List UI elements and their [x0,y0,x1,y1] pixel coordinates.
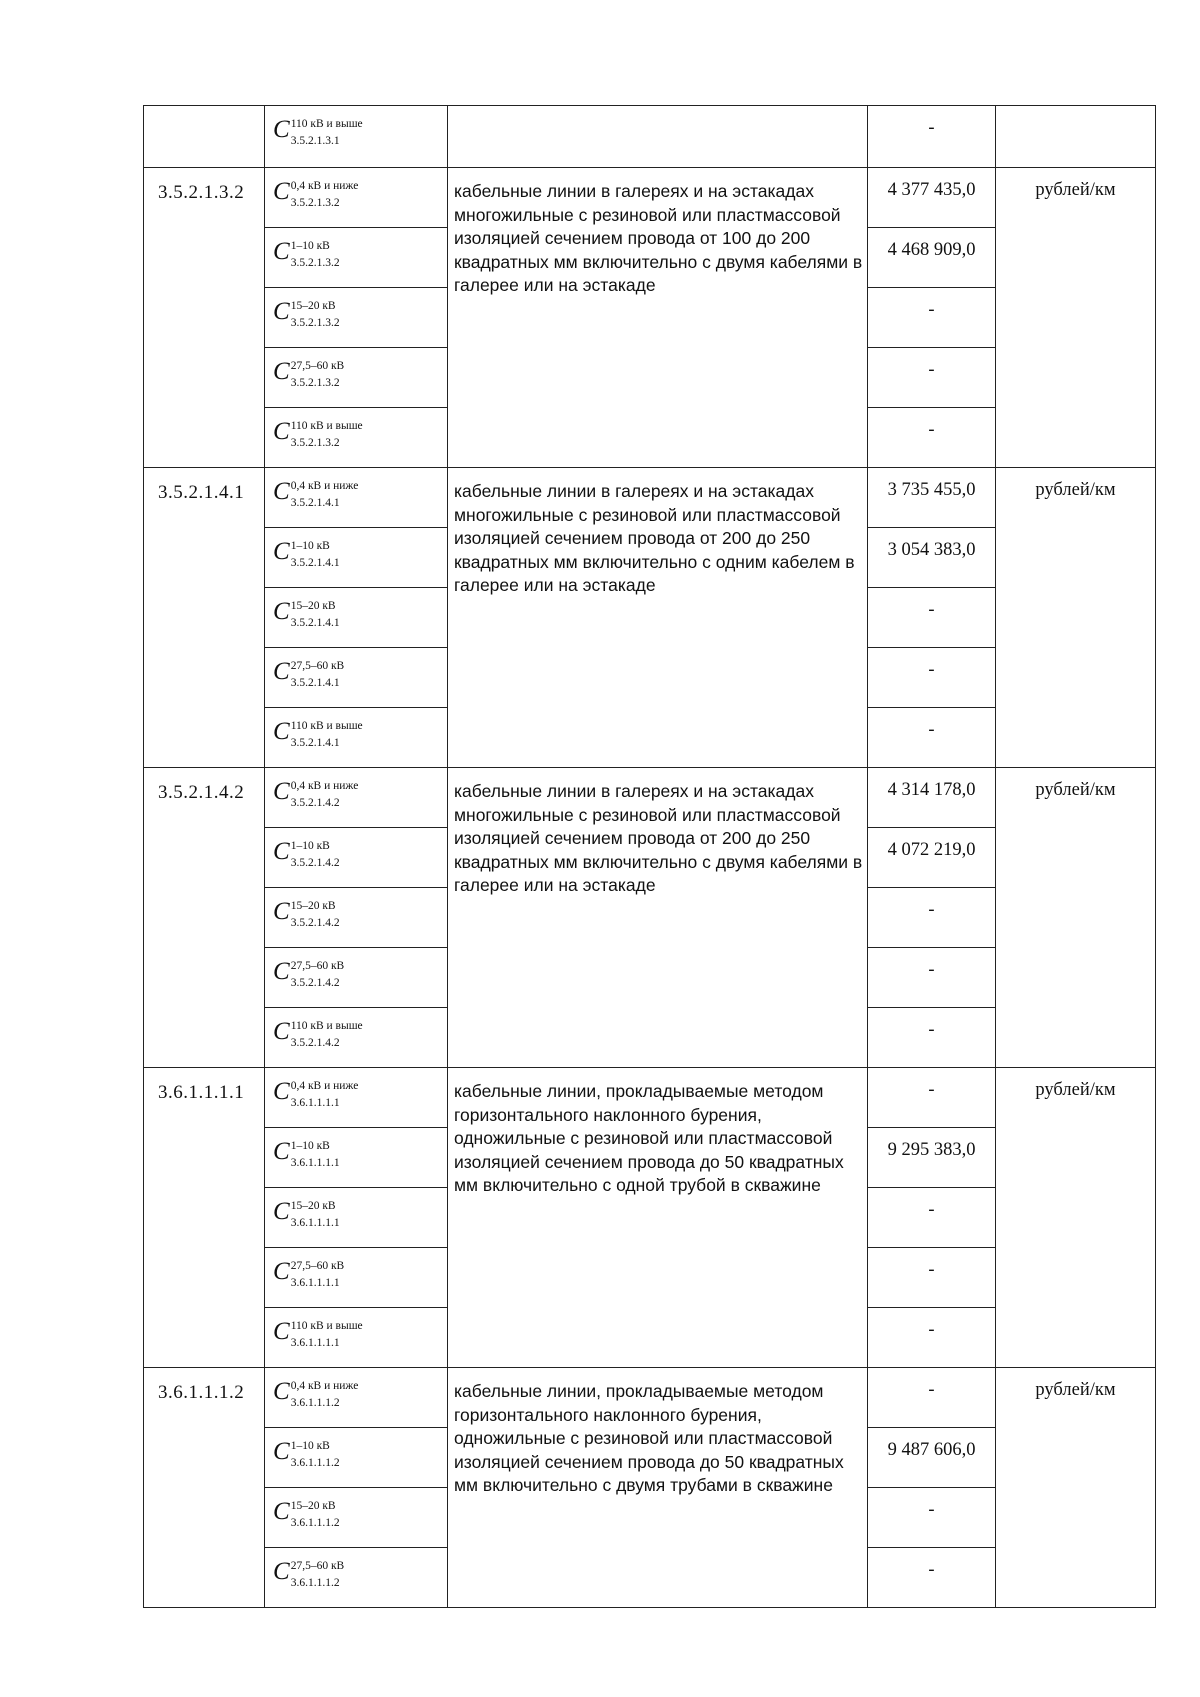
voltage-class: 27,5–60 кВ [290,1260,345,1272]
unit-cell [996,1368,1156,1608]
rate-index: 3.6.1.1.1.2 [290,1517,340,1530]
code-cell [144,1068,265,1368]
rate-symbol: C 27,5–60 кВ 3.5.2.1.4.1 [273,658,345,690]
rate-value: 9 487 606,0 [887,1440,976,1460]
symbol-cell [265,648,448,708]
rate-index: 3.5.2.1.4.2 [290,797,340,810]
symbol-cell [265,1308,448,1368]
voltage-class: 15–20 кВ [290,300,336,312]
symbol-cell [265,1068,448,1128]
rate-symbol: C 15–20 кВ 3.5.2.1.3.2 [273,298,340,330]
voltage-class: 110 кВ и выше [290,1020,363,1032]
rate-value: - [928,1380,935,1400]
rate-symbol: C 0,4 кВ и ниже 3.5.2.1.3.2 [273,178,359,210]
rate-symbol: C 27,5–60 кВ 3.5.2.1.3.2 [273,358,345,390]
rate-symbol: C 27,5–60 кВ 3.6.1.1.1.2 [273,1558,345,1590]
unit-label: рублей/км [1035,1080,1116,1100]
table-row [144,106,1156,168]
symbol-cell [265,1488,448,1548]
rate-value: 4 314 178,0 [887,780,976,800]
rate-index: 3.5.2.1.4.2 [290,857,340,870]
unit-cell [996,1068,1156,1368]
symbol-cell [265,408,448,468]
rate-value: - [928,1080,935,1100]
voltage-class: 0,4 кВ и ниже [290,1080,359,1092]
voltage-class: 110 кВ и выше [290,420,363,432]
code-cell [144,1368,265,1608]
symbol-cell [265,1128,448,1188]
description-cell [448,768,868,1068]
rate-index: 3.5.2.1.3.1 [290,135,340,148]
item-description: кабельные линии, прокладываемые методом горизонтального наклонного бурения, одножильные с резиновой или пластмассовой изоляцией сечением провода до 50 квадратных мм включительно с одной трубой в скважине [454,1081,844,1195]
tariff-table [143,105,1156,1608]
rate-symbol: C 27,5–60 кВ 3.5.2.1.4.2 [273,958,345,990]
rate-symbol: C 110 кВ и выше 3.5.2.1.4.1 [273,718,363,750]
value-cell [868,648,996,708]
symbol-cell [265,468,448,528]
value-cell [868,828,996,888]
value-cell [868,168,996,228]
voltage-class: 1–10 кВ [290,240,330,252]
rate-value: - [928,660,935,680]
symbol-cell [265,708,448,768]
symbol-cell [265,948,448,1008]
value-cell [868,288,996,348]
voltage-class: 1–10 кВ [290,1440,330,1452]
rate-value: - [928,1500,935,1520]
rate-value: 3 054 383,0 [887,540,976,560]
rate-value: - [928,600,935,620]
rate-index: 3.5.2.1.4.2 [290,977,340,990]
tariff-table-body [144,106,1156,1608]
value-cell [868,1248,996,1308]
code-cell [144,768,265,1068]
item-code: 3.6.1.1.1.2 [158,1382,245,1403]
rate-value: 4 072 219,0 [887,840,976,860]
symbol-cell [265,828,448,888]
rate-symbol: C 0,4 кВ и ниже 3.6.1.1.1.1 [273,1078,359,1110]
unit-label: рублей/км [1035,180,1116,200]
rate-index: 3.6.1.1.1.1 [290,1337,340,1350]
voltage-class: 0,4 кВ и ниже [290,780,359,792]
value-cell [868,588,996,648]
value-cell [868,1548,996,1608]
value-cell [868,948,996,1008]
symbol-cell [265,1368,448,1428]
rate-value: - [928,720,935,740]
rate-value: 4 468 909,0 [887,240,976,260]
rate-value: - [928,420,935,440]
value-cell [868,708,996,768]
voltage-class: 27,5–60 кВ [290,660,345,672]
voltage-class: 110 кВ и выше [290,720,363,732]
rate-value: - [928,1560,935,1580]
symbol-cell [265,348,448,408]
table-row [144,468,1156,528]
rate-value: - [928,1020,935,1040]
unit-cell [996,106,1156,168]
rate-index: 3.5.2.1.4.2 [290,1037,340,1050]
rate-index: 3.5.2.1.3.2 [290,197,340,210]
rate-symbol: C 1–10 кВ 3.5.2.1.3.2 [273,238,340,270]
rate-symbol: C 15–20 кВ 3.6.1.1.1.1 [273,1198,340,1230]
value-cell [868,228,996,288]
item-description: кабельные линии в галереях и на эстакадах многожильные с резиновой или пластмассовой изоляцией сечением провода от 200 до 250 квадратных мм включительно с одним кабелем в галерее или на эстакаде [454,481,855,595]
rate-value: - [928,360,935,380]
item-description: кабельные линии в галереях и на эстакадах многожильные с резиновой или пластмассовой изоляцией сечением провода от 200 до 250 квадратных мм включительно с двумя кабелями в галерее или на эстакаде [454,781,863,895]
symbol-cell [265,288,448,348]
rate-symbol: C 110 кВ и выше 3.5.2.1.3.2 [273,418,363,450]
value-cell [868,1308,996,1368]
rate-symbol: C 1–10 кВ 3.5.2.1.4.1 [273,538,340,570]
unit-label: рублей/км [1035,780,1116,800]
rate-value: - [928,1320,935,1340]
value-cell [868,768,996,828]
symbol-cell: C 110 кВ и выше 3.5.2.1.3.1 [265,106,448,168]
voltage-class: 110 кВ и выше [290,1320,363,1332]
symbol-cell [265,1248,448,1308]
rate-index: 3.5.2.1.4.1 [290,497,340,510]
voltage-class: 1–10 кВ [290,1140,330,1152]
voltage-class: 27,5–60 кВ [290,1560,345,1572]
code-cell [144,468,265,768]
rate-index: 3.5.2.1.4.1 [290,617,340,630]
item-description: кабельные линии в галереях и на эстакадах многожильные с резиновой или пластмассовой изоляцией сечением провода от 100 до 200 квадратных мм включительно с двумя кабелями в галерее или на эстакаде [454,181,863,295]
symbol-cell [265,1428,448,1488]
symbol-cell [265,228,448,288]
voltage-class: 27,5–60 кВ [290,360,345,372]
voltage-class: 0,4 кВ и ниже [290,180,359,192]
value-cell [868,1428,996,1488]
voltage-class: 15–20 кВ [290,1500,336,1512]
value-cell [868,528,996,588]
rate-symbol: C 1–10 кВ 3.6.1.1.1.1 [273,1138,340,1170]
value-cell [868,1128,996,1188]
voltage-class: 15–20 кВ [290,900,336,912]
value-cell [868,1368,996,1428]
voltage-class: 15–20 кВ [290,600,336,612]
rate-value: - [928,300,935,320]
value-cell [868,106,996,168]
rate-index: 3.5.2.1.3.2 [290,257,340,270]
rate-symbol: C 0,4 кВ и ниже 3.5.2.1.4.1 [273,478,359,510]
symbol-cell [265,588,448,648]
unit-label: рублей/км [1035,1380,1116,1400]
rate-index: 3.5.2.1.3.2 [290,317,340,330]
rate-index: 3.5.2.1.3.2 [290,437,340,450]
unit-cell [996,468,1156,768]
rate-value: 3 735 455,0 [887,480,976,500]
rate-symbol: C 15–20 кВ 3.6.1.1.1.2 [273,1498,340,1530]
value-cell [868,408,996,468]
rate-symbol: C 0,4 кВ и ниже 3.6.1.1.1.2 [273,1378,359,1410]
voltage-class: 15–20 кВ [290,1200,336,1212]
rate-index: 3.6.1.1.1.2 [290,1457,340,1470]
rate-symbol: C 1–10 кВ 3.6.1.1.1.2 [273,1438,340,1470]
voltage-class: 1–10 кВ [290,540,330,552]
code-cell [144,168,265,468]
rate-value: - [928,960,935,980]
table-row [144,168,1156,228]
rate-symbol: C 0,4 кВ и ниже 3.5.2.1.4.2 [273,778,359,810]
symbol-cell [265,528,448,588]
item-description: кабельные линии, прокладываемые методом горизонтального наклонного бурения, одножильные с резиновой или пластмассовой изоляцией сечением провода до 50 квадратных мм включительно с двумя трубами в скважине [454,1381,844,1495]
rate-value: - [928,1260,935,1280]
value-cell [868,1008,996,1068]
rate-symbol: C 110 кВ и выше 3.5.2.1.4.2 [273,1018,363,1050]
voltage-class: 27,5–60 кВ [290,960,345,972]
rate-value: - [928,118,935,138]
symbol-cell [265,168,448,228]
rate-index: 3.6.1.1.1.2 [290,1577,340,1590]
rate-index: 3.5.2.1.3.2 [290,377,340,390]
value-cell [868,348,996,408]
rate-value: - [928,900,935,920]
rate-index: 3.5.2.1.4.1 [290,677,340,690]
rate-index: 3.6.1.1.1.1 [290,1157,340,1170]
table-row [144,1068,1156,1128]
item-code: 3.5.2.1.4.1 [158,482,245,503]
unit-cell [996,768,1156,1068]
table-row [144,768,1156,828]
symbol-cell [265,768,448,828]
rate-symbol: C 110 кВ и выше 3.6.1.1.1.1 [273,1318,363,1350]
item-code: 3.5.2.1.3.2 [158,182,245,203]
rate-symbol: C 27,5–60 кВ 3.6.1.1.1.1 [273,1258,345,1290]
rate-symbol: C 15–20 кВ 3.5.2.1.4.1 [273,598,340,630]
rate-index: 3.5.2.1.4.2 [290,917,340,930]
value-cell [868,1188,996,1248]
value-cell [868,468,996,528]
description-cell [448,1068,868,1368]
unit-label: рублей/км [1035,480,1116,500]
symbol-cell [265,888,448,948]
description-cell [448,168,868,468]
rate-value: 9 295 383,0 [887,1140,976,1160]
rate-value: 4 377 435,0 [887,180,976,200]
description-cell [448,106,868,168]
description-cell [448,468,868,768]
value-cell [868,1068,996,1128]
value-cell [868,888,996,948]
voltage-class: 0,4 кВ и ниже [290,480,359,492]
description-cell [448,1368,868,1608]
rate-value: - [928,1200,935,1220]
rate-index: 3.6.1.1.1.1 [290,1217,340,1230]
voltage-class: 0,4 кВ и ниже [290,1380,359,1392]
voltage-class: 1–10 кВ [290,840,330,852]
rate-index: 3.5.2.1.4.1 [290,737,340,750]
rate-index: 3.6.1.1.1.2 [290,1397,340,1410]
rate-index: 3.5.2.1.4.1 [290,557,340,570]
rate-index: 3.6.1.1.1.1 [290,1277,340,1290]
symbol-cell [265,1548,448,1608]
rate-symbol: C 1–10 кВ 3.5.2.1.4.2 [273,838,340,870]
item-code: 3.6.1.1.1.1 [158,1082,245,1103]
table-row [144,1368,1156,1428]
value-cell [868,1488,996,1548]
symbol-cell [265,1008,448,1068]
symbol-cell [265,1188,448,1248]
voltage-class: 110 кВ и выше [290,118,363,130]
item-code: 3.5.2.1.4.2 [158,782,245,803]
code-cell [144,106,265,168]
rate-symbol: C 15–20 кВ 3.5.2.1.4.2 [273,898,340,930]
rate-index: 3.6.1.1.1.1 [290,1097,340,1110]
unit-cell [996,168,1156,468]
